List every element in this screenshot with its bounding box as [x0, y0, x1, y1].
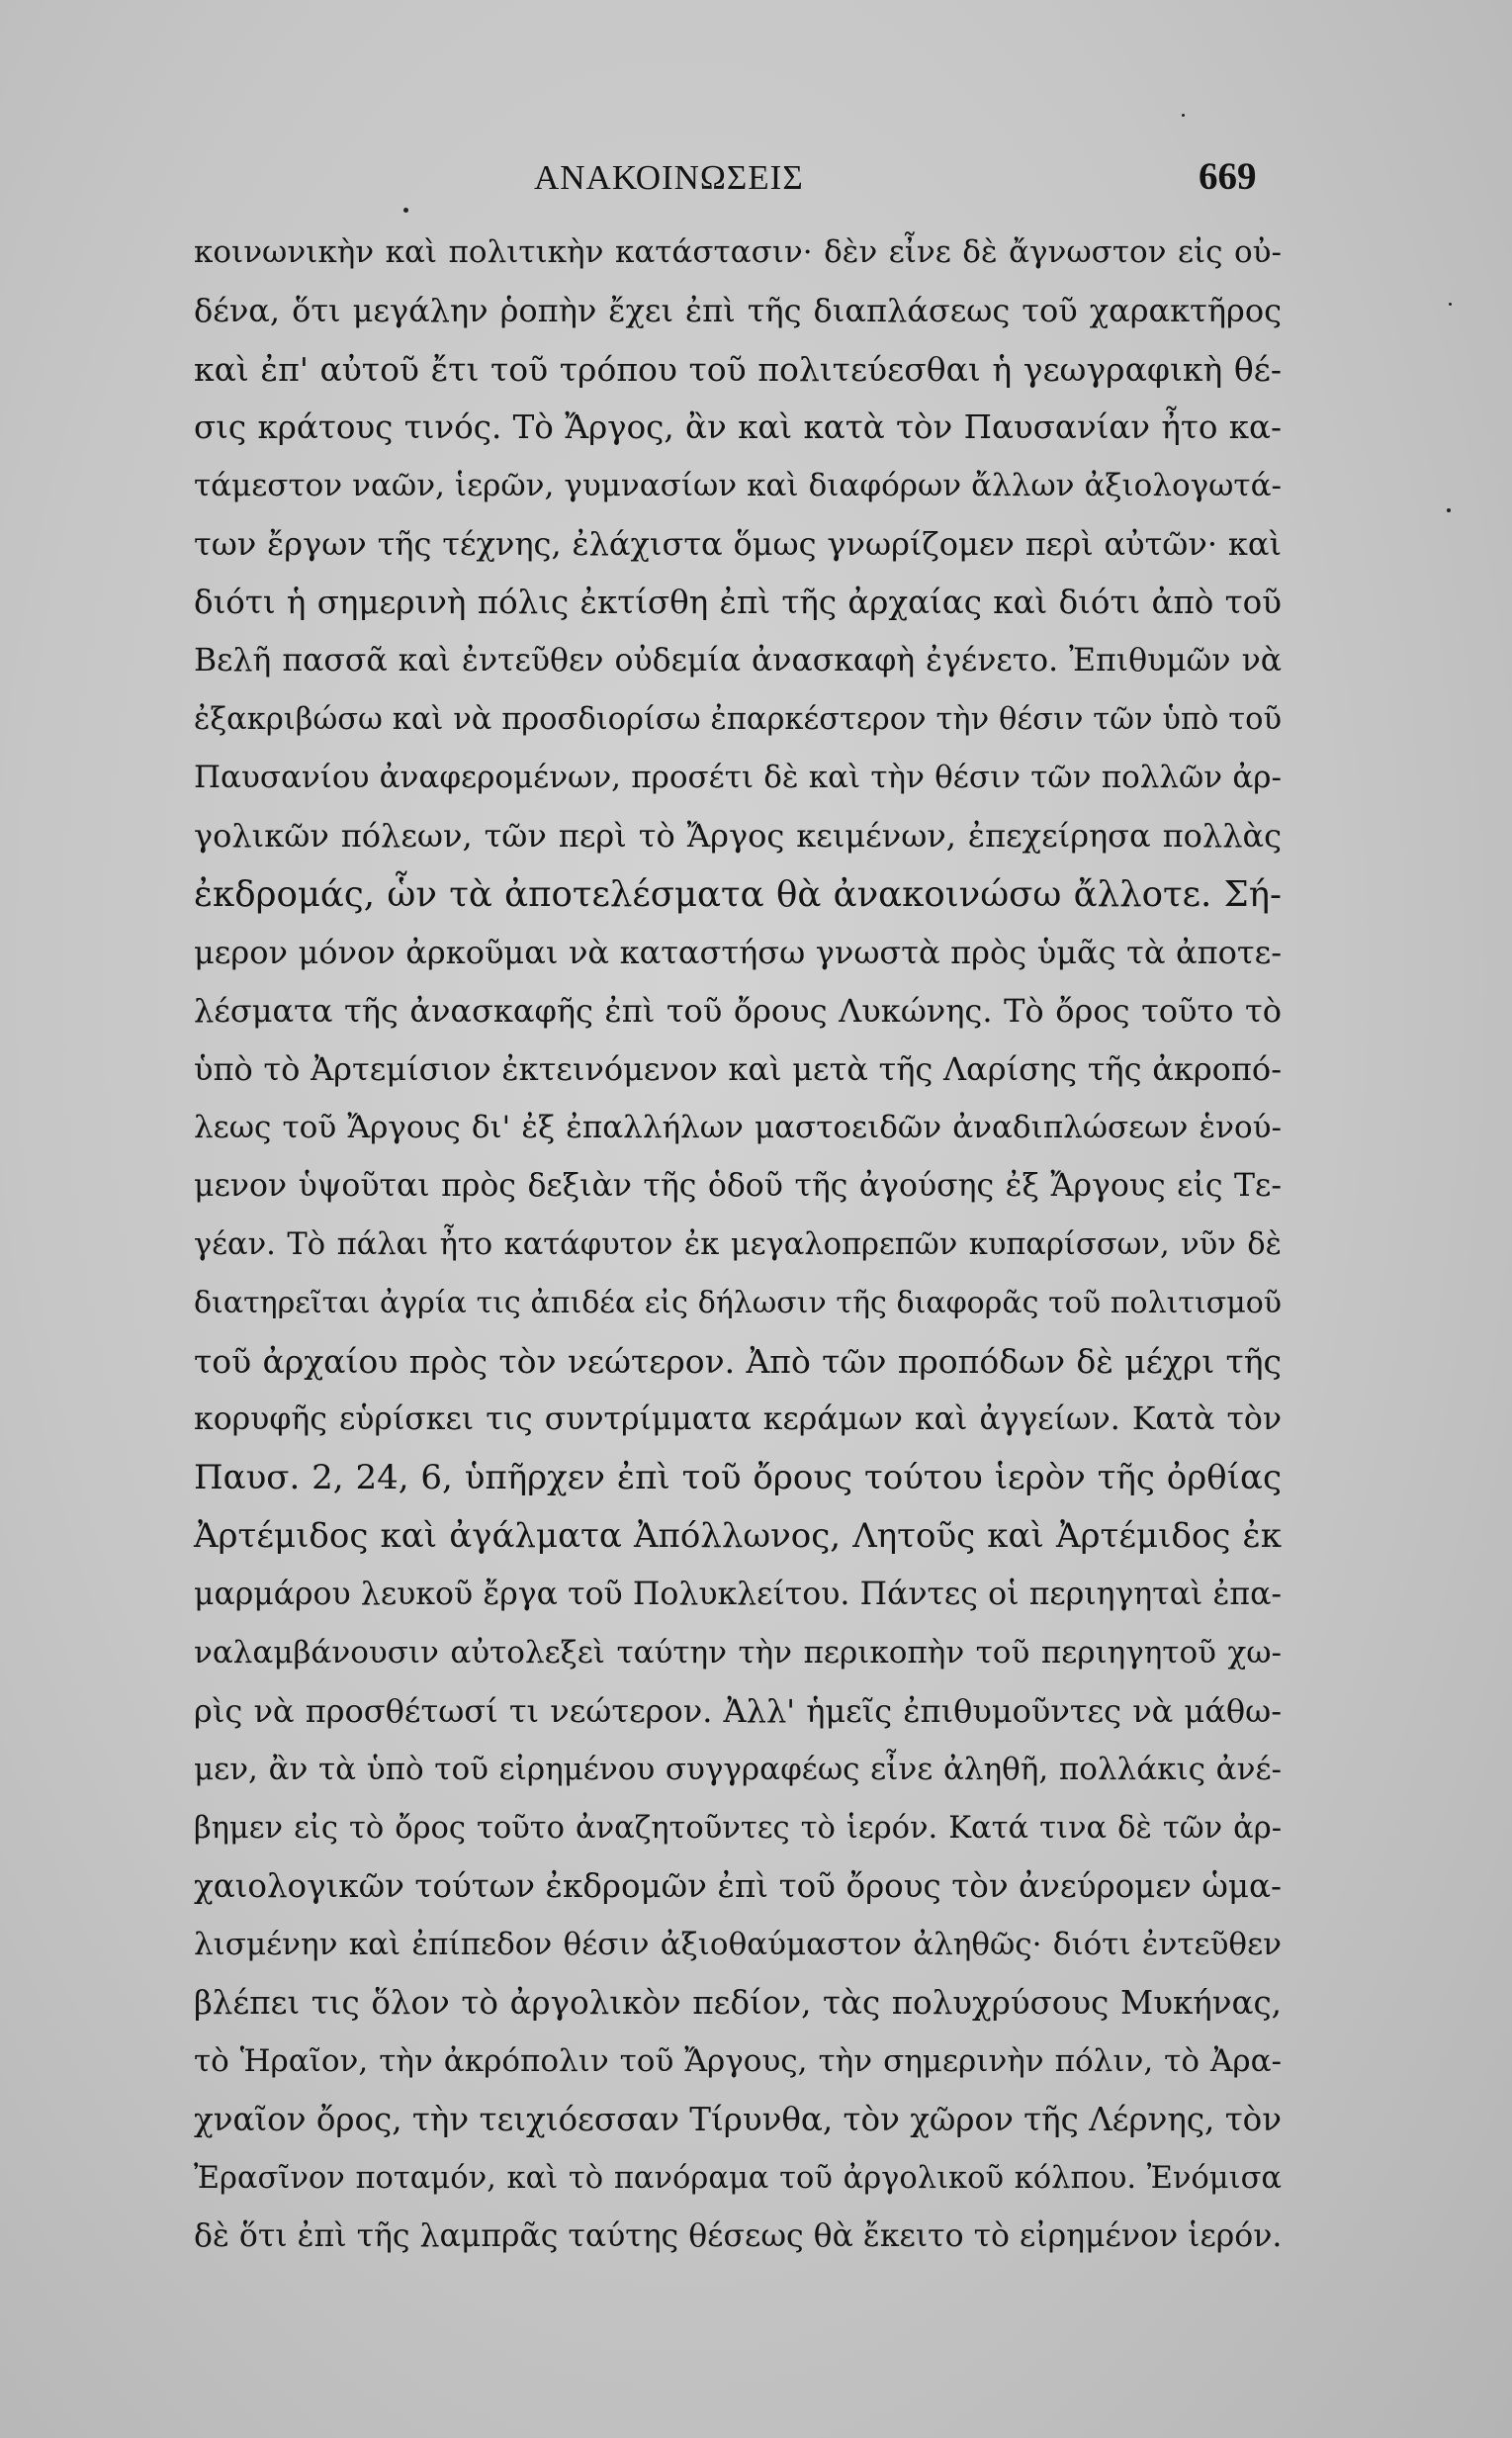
- text-line: δὲ ὅτι ἐπὶ τῆς λαμπρᾶς ταύτης θέσεως θὰ ἔκειτο τὸ εἰρημένον ἱερόν.: [194, 2218, 1283, 2254]
- running-head: ΑΝΑΚΟΙΝΩΣΕΙΣ: [534, 158, 804, 197]
- text-line: διότι ἡ σημερινὴ πόλις ἐκτίσθη ἐπὶ τῆς ἀρχαίας καὶ διότι ἀπὸ τοῦ: [194, 584, 1282, 621]
- text-line: διατηρεῖται ἀγρία τις ἀπιδέα εἰς δήλωσιν τῆς διαφορᾶς τοῦ πολιτισμοῦ: [194, 1286, 1282, 1320]
- paper-speck: [1449, 303, 1452, 306]
- page-number: 669: [1199, 155, 1257, 198]
- text-line: κορυφῆς εὑρίσκει τις συντρίμματα κεράμων καὶ ἀγγείων. Κατὰ τὸν: [194, 1401, 1282, 1437]
- text-line: βημεν εἰς τὸ ὄρος τοῦτο ἀναζητοῦντες τὸ ἱερόν. Κατά τινα δὲ τῶν ἀρ-: [194, 1811, 1282, 1846]
- text-line: τοῦ ἀρχαίου πρὸς τὸν νεώτερον. Ἀπὸ τῶν προπόδων δὲ μέχρι τῆς: [194, 1342, 1282, 1381]
- text-line: λέσματα τῆς ἀνασκαφῆς ἐπὶ τοῦ ὄρους Λυκώνης. Τὸ ὄρος τοῦτο τὸ: [194, 992, 1282, 1030]
- text-line: ὑπὸ τὸ Ἀρτεμίσιον ἐκτεινόμενον καὶ μετὰ τῆς Λαρίσης τῆς ἀκροπό-: [194, 1050, 1282, 1088]
- text-line: γέαν. Τὸ πάλαι ἦτο κατάφυτον ἐκ μεγαλοπρεπῶν κυπαρίσσων, νῦν δὲ: [194, 1227, 1282, 1262]
- text-line: γολικῶν πόλεων, τῶν περὶ τὸ Ἄργος κειμένων, ἐπεχείρησα πολλὰς: [194, 817, 1282, 855]
- text-line: τάμεστον ναῶν, ἱερῶν, γυμνασίων καὶ διαφόρων ἄλλων ἀξιολογωτά-: [194, 468, 1282, 503]
- text-line: τὸ Ἡραῖον, τὴν ἀκρόπολιν τοῦ Ἄργους, τὴν σημερινὴν πόλιν, τὸ Ἀρα-: [194, 2043, 1282, 2079]
- text-line: μενον ὑψοῦται πρὸς δεξιὰν τῆς ὁδοῦ τῆς ἀγούσης ἐξ Ἄργους εἰς Τε-: [194, 1168, 1282, 1204]
- text-line: Βελῆ πασσᾶ καὶ ἐντεῦθεν οὐδεμία ἀνασκαφὴ ἐγένετο. Ἐπιθυμῶν νὰ: [194, 643, 1282, 678]
- text-line: ρὶς νὰ προσθέτωσί τι νεώτερον. Ἀλλ' ἡμεῖς ἐπιθυμοῦντες νὰ μάθω-: [194, 1692, 1282, 1730]
- text-line: Ἀρτέμιδος καὶ ἀγάλματα Ἀπόλλωνος, Λητοῦς καὶ Ἀρτέμιδος ἐκ: [194, 1516, 1282, 1556]
- text-line: λεως τοῦ Ἄργους δι' ἐξ ἐπαλλήλων μαστοειδῶν ἀναδιπλώσεων ἑνού-: [194, 1110, 1282, 1145]
- text-line: δένα, ὅτι μεγάλην ῥοπὴν ἔχει ἐπὶ τῆς διαπλάσεως τοῦ χαρακτῆρος: [194, 292, 1282, 329]
- body-text: [194, 224, 1282, 2266]
- text-line: λισμένην καὶ ἐπίπεδον θέσιν ἀξιοθαύμαστον ἀληθῶς· διότι ἐντεῦθεν: [194, 1927, 1282, 1962]
- text-line: χναῖον ὄρος, τὴν τειχιόεσσαν Τίρυνθα, τὸν χῶρον τῆς Λέρνης, τὸν: [194, 2101, 1282, 2138]
- paper-speck: [1447, 508, 1451, 512]
- text-line: κοινωνικὴν καὶ πολιτικὴν κατάστασιν· δὲν εἶνε δὲ ἄγνωστον εἰς οὐ-: [194, 234, 1282, 270]
- text-line: ἐκδρομάς, ὧν τὰ ἀποτελέσματα θὰ ἀνακοινώσω ἄλλοτε. Σή-: [194, 874, 1282, 915]
- text-line: μαρμάρου λευκοῦ ἔργα τοῦ Πολυκλείτου. Πάντες οἱ περιηγηταὶ ἐπα-: [194, 1577, 1282, 1612]
- text-line: ἐξακριβώσω καὶ νὰ προσδιορίσω ἐπαρκέστερον τὴν θέσιν τῶν ὑπὸ τοῦ: [194, 702, 1282, 737]
- text-line: μερον μόνον ἀρκοῦμαι νὰ καταστήσω γνωστὰ πρὸς ὑμᾶς τὰ ἀποτε-: [194, 934, 1282, 971]
- text-line: Παυσ. 2, 24, 6, ὑπῆρχεν ἐπὶ τοῦ ὄρους τούτου ἱερὸν τῆς ὀρθίας: [194, 1458, 1282, 1497]
- text-line: ναλαμβάνουσιν αὐτολεξεὶ ταύτην τὴν περικοπὴν τοῦ περιηγητοῦ χω-: [194, 1635, 1282, 1670]
- text-line: καὶ ἐπ' αὐτοῦ ἔτι τοῦ τρόπου τοῦ πολιτεύεσθαι ἡ γεωγραφικὴ θέ-: [194, 350, 1282, 389]
- text-line: σις κράτους τινός. Τὸ Ἄργος, ἂν καὶ κατὰ τὸν Παυσανίαν ἦτο κα-: [194, 408, 1282, 446]
- text-line: Ἐρασῖνον ποταμόν, καὶ τὸ πανόραμα τοῦ ἀργολικοῦ κόλπου. Ἐνόμισα: [194, 2161, 1282, 2196]
- paper-speck: [403, 208, 408, 213]
- text-line: χαιολογικῶν τούτων ἐκδρομῶν ἐπὶ τοῦ ὄρους τὸν ἀνεύρομεν ὡμα-: [194, 1867, 1282, 1905]
- text-line: μεν, ἂν τὰ ὑπὸ τοῦ εἰρημένου συγγραφέως εἶνε ἀληθῆ, πολλάκις ἀνέ-: [194, 1752, 1282, 1787]
- text-line: των ἔργων τῆς τέχνης, ἐλάχιστα ὅμως γνωρίζομεν περὶ αὐτῶν· καὶ: [194, 525, 1282, 563]
- text-line: Παυσανίου ἀναφερομένων, προσέτι δὲ καὶ τὴν θέσιν τῶν πολλῶν ἀρ-: [194, 760, 1282, 795]
- text-line: βλέπει τις ὅλον τὸ ἀργολικὸν πεδίον, τὰς πολυχρύσους Μυκήνας,: [194, 1984, 1282, 2022]
- paper-speck: [1182, 114, 1185, 117]
